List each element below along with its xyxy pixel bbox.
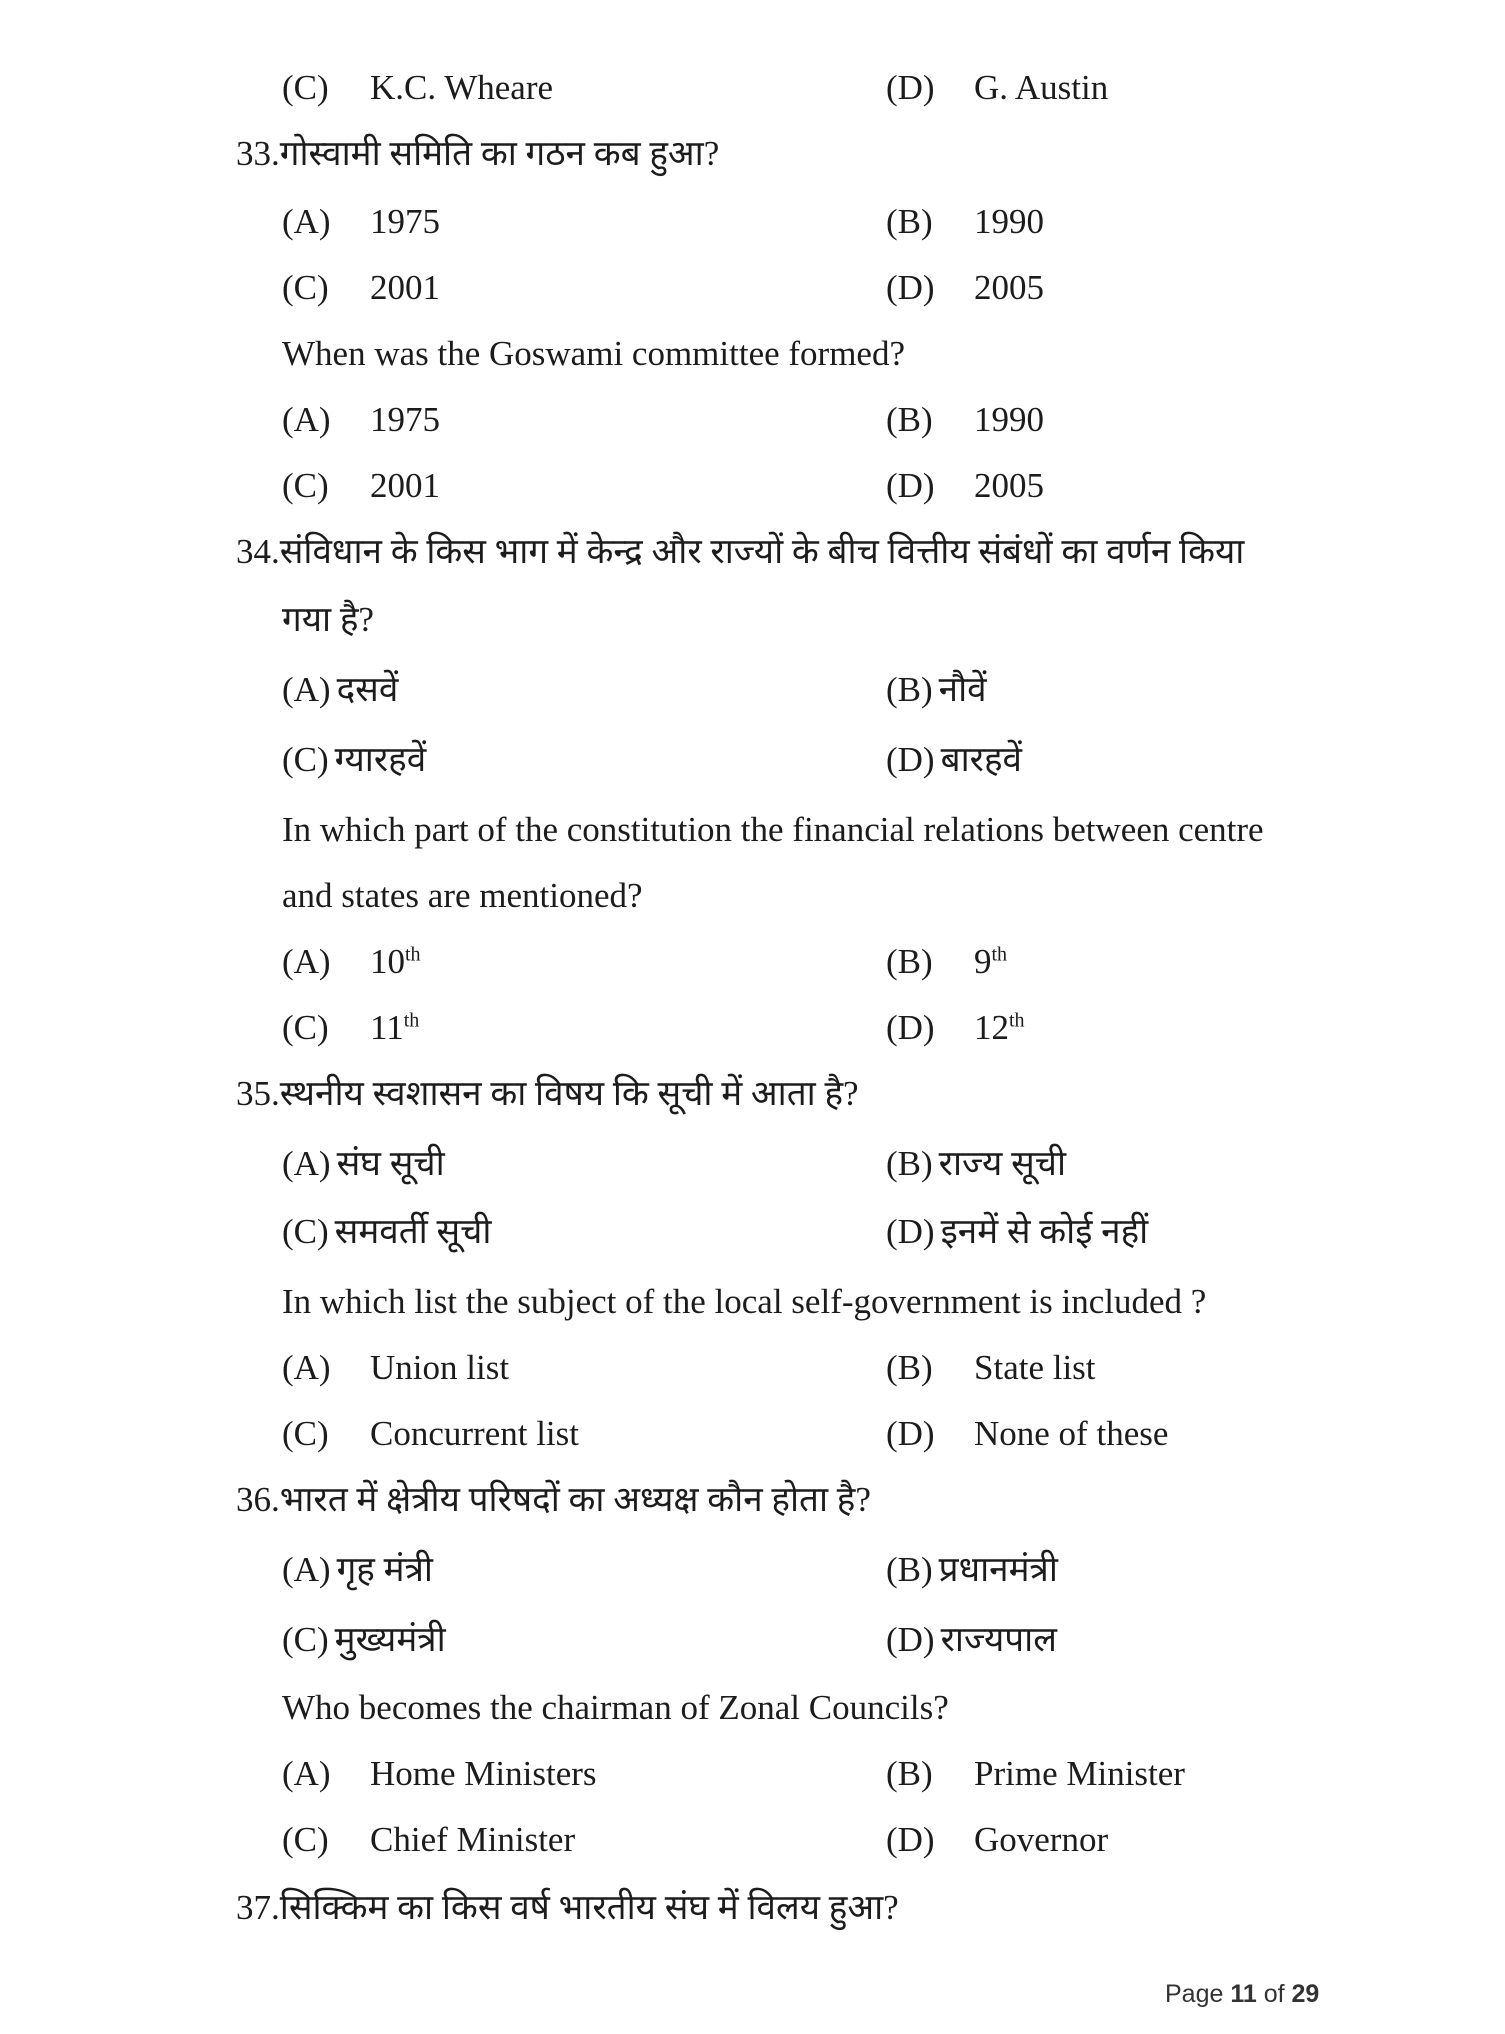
option-text: 2001 [370, 466, 440, 505]
option-label: (A) [282, 1348, 331, 1387]
option-a [282, 1142, 445, 1186]
option-text: Governor [974, 1820, 1109, 1859]
option-c [282, 1210, 491, 1254]
option-label: (D) [886, 740, 935, 779]
total-pages: 29 [1291, 1980, 1320, 2008]
option-d [886, 738, 1022, 782]
option-text: 2005 [974, 268, 1044, 307]
option-label: (C) [282, 1620, 329, 1659]
option-text: 2005 [974, 466, 1044, 505]
option-b [886, 398, 1044, 442]
option-text: ग्यारहवें [334, 740, 427, 779]
option-c [282, 1818, 575, 1862]
option-label: (C) [282, 740, 329, 779]
option-text: संघ सूची [336, 1144, 445, 1183]
option-c [282, 1412, 579, 1456]
option-label: (C) [282, 466, 329, 505]
option-text: बारहवें [940, 740, 1023, 779]
option-c [282, 1006, 419, 1050]
ordinal-suffix: th [991, 943, 1008, 966]
page-separator: of [1256, 1980, 1292, 2008]
option-label: (B) [886, 1550, 933, 1589]
option-a [282, 200, 440, 244]
option-b [886, 940, 1007, 984]
current-page: 11 [1230, 1980, 1257, 2008]
option-label: (D) [886, 1414, 935, 1453]
option-a [282, 668, 398, 712]
ordinal-suffix: th [1009, 1009, 1025, 1032]
option-text: None of these [974, 1414, 1169, 1453]
option-label: (C) [282, 1820, 329, 1859]
question-33-hindi: 33.गोस्वामी समिति का गठन कब हुआ? [236, 134, 720, 173]
option-d [886, 66, 1108, 110]
option-b [886, 1548, 1058, 1592]
question-34-english-line2: and states are mentioned? [282, 876, 643, 915]
option-a [282, 398, 440, 442]
option-text: G. Austin [974, 68, 1109, 107]
option-label: (D) [886, 268, 935, 307]
option-text: नौवें [938, 670, 987, 709]
ordinal-suffix: th [405, 943, 421, 966]
option-label: (B) [886, 202, 933, 241]
option-label: (C) [282, 1008, 329, 1047]
option-d [886, 1210, 1148, 1254]
option-number: 9 [974, 942, 992, 981]
option-label: (A) [282, 1144, 331, 1183]
option-text: K.C. Wheare [370, 68, 554, 107]
page-prefix: Page [1165, 1980, 1231, 2008]
question-36-hindi: 36.भारत में क्षेत्रीय परिषदों का अध्यक्ष कौन होता है? [236, 1480, 871, 1519]
page-number [1165, 1978, 1319, 2010]
option-text: 2001 [370, 268, 440, 307]
option-text: Chief Minister [370, 1820, 576, 1859]
question-35-hindi: 35.स्थनीय स्वशासन का विषय कि सूची में आता है? [236, 1074, 859, 1113]
option-a [282, 1548, 433, 1592]
option-c [282, 738, 426, 782]
option-text: राज्य सूची [938, 1144, 1067, 1183]
option-text: Home Ministers [370, 1754, 597, 1793]
option-text: समवर्ती सूची [334, 1212, 492, 1251]
option-b [886, 1752, 1185, 1796]
option-text: 1975 [370, 202, 440, 241]
option-text: 1975 [370, 400, 440, 439]
option-label: (B) [886, 1144, 933, 1183]
option-d [886, 266, 1044, 310]
option-text: दसवें [336, 670, 399, 709]
option-label: (D) [886, 1212, 935, 1251]
option-label: (A) [282, 202, 331, 241]
option-label: (B) [886, 400, 933, 439]
option-text: State list [974, 1348, 1096, 1387]
option-text: प्रधानमंत्री [938, 1550, 1058, 1589]
option-label: (A) [282, 942, 331, 981]
option-d [886, 464, 1044, 508]
question-36-english: Who becomes the chairman of Zonal Councils? [282, 1688, 949, 1727]
option-text: 1990 [974, 202, 1044, 241]
option-label: (D) [886, 466, 935, 505]
option-label: (C) [282, 1414, 329, 1453]
question-34-english-line1: In which part of the constitution the financial relations between centre [282, 810, 1264, 849]
option-text: Concurrent list [370, 1414, 579, 1453]
option-c [282, 66, 553, 110]
option-label: (D) [886, 1008, 935, 1047]
option-label: (A) [282, 1550, 331, 1589]
option-text: राज्यपाल [940, 1620, 1057, 1659]
option-d [886, 1412, 1168, 1456]
option-label: (A) [282, 400, 331, 439]
option-text: Union list [370, 1348, 510, 1387]
option-c [282, 464, 440, 508]
option-number: 10 [370, 942, 405, 981]
option-d [886, 1006, 1025, 1050]
option-text: इनमें से कोई नहीं [940, 1212, 1149, 1251]
question-37-hindi: 37.सिक्किम का किस वर्ष भारतीय संघ में विलय हुआ? [236, 1888, 899, 1927]
option-a [282, 1346, 509, 1390]
option-text: 1990 [974, 400, 1044, 439]
option-label: (D) [886, 1620, 935, 1659]
option-d [886, 1818, 1108, 1862]
question-33-english: When was the Goswami committee formed? [282, 334, 905, 373]
option-number: 11 [370, 1008, 404, 1047]
question-34-hindi-line2: गया है? [282, 600, 374, 639]
option-label: (B) [886, 942, 933, 981]
option-c [282, 1618, 446, 1662]
option-label: (A) [282, 1754, 331, 1793]
option-label: (B) [886, 1754, 933, 1793]
ordinal-suffix: th [403, 1009, 420, 1032]
option-a [282, 1752, 597, 1796]
option-b [886, 1346, 1096, 1390]
question-35-english: In which list the subject of the local self-government is included ? [282, 1282, 1207, 1321]
option-label: (C) [282, 268, 329, 307]
option-text: गृह मंत्री [336, 1550, 433, 1589]
option-label: (C) [282, 1212, 329, 1251]
option-label: (B) [886, 1348, 933, 1387]
option-text: मुख्यमंत्री [334, 1620, 446, 1659]
option-b [886, 1142, 1066, 1186]
option-b [886, 668, 987, 712]
question-34-hindi-line1: 34.संविधान के किस भाग में केन्द्र और राज्यों के बीच वित्तीय संबंधों का वर्णन किया [236, 532, 1245, 571]
option-label: (B) [886, 670, 933, 709]
option-a [282, 940, 421, 984]
option-text: Prime Minister [974, 1754, 1185, 1793]
option-label: (C) [282, 68, 329, 107]
option-label: (D) [886, 68, 935, 107]
option-number: 12 [974, 1008, 1009, 1047]
option-label: (D) [886, 1820, 935, 1859]
option-label: (A) [282, 670, 331, 709]
option-d [886, 1618, 1057, 1662]
option-c [282, 266, 440, 310]
option-b [886, 200, 1044, 244]
